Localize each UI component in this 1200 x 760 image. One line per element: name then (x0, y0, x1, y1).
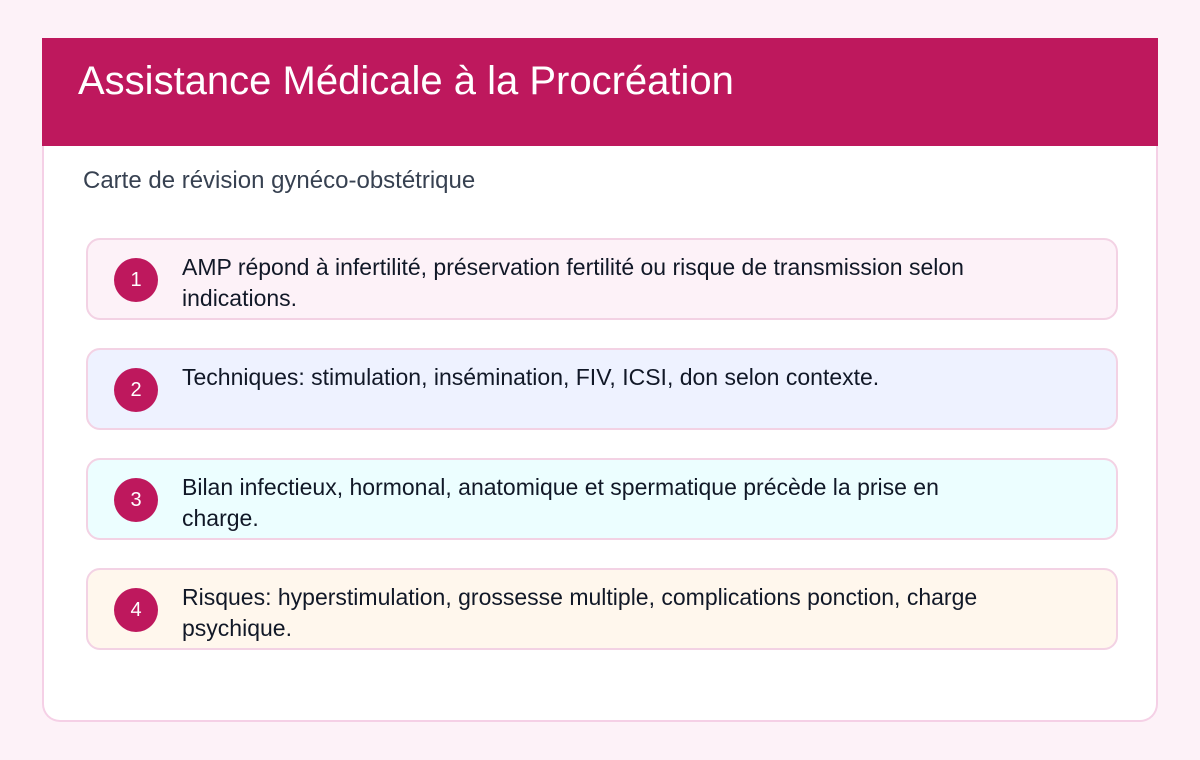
item-text: Techniques: stimulation, insémination, FIV, ICSI, don selon contexte. (182, 364, 880, 390)
item-number-badge: 2 (114, 368, 158, 412)
item-number-badge: 1 (114, 258, 158, 302)
key-points-list (86, 238, 1118, 678)
item-text: Bilan infectieux, hormonal, anatomique et spermatique précède la prise en charge. (182, 474, 939, 531)
card-header (42, 38, 1158, 146)
item-number-badge: 3 (114, 478, 158, 522)
list-item (86, 348, 1118, 430)
item-number-badge: 4 (114, 588, 158, 632)
list-item (86, 238, 1118, 320)
list-item (86, 458, 1118, 540)
card-subtitle: Carte de révision gynéco-obstétrique (83, 167, 476, 194)
list-item (86, 568, 1118, 650)
card-title: Assistance Médicale à la Procréation (78, 59, 734, 103)
item-text: AMP répond à infertilité, préservation fertilité ou risque de transmission selon indications. (182, 254, 964, 311)
item-text: Risques: hyperstimulation, grossesse multiple, complications ponction, charge psychique. (182, 584, 978, 641)
revision-card (42, 38, 1158, 722)
